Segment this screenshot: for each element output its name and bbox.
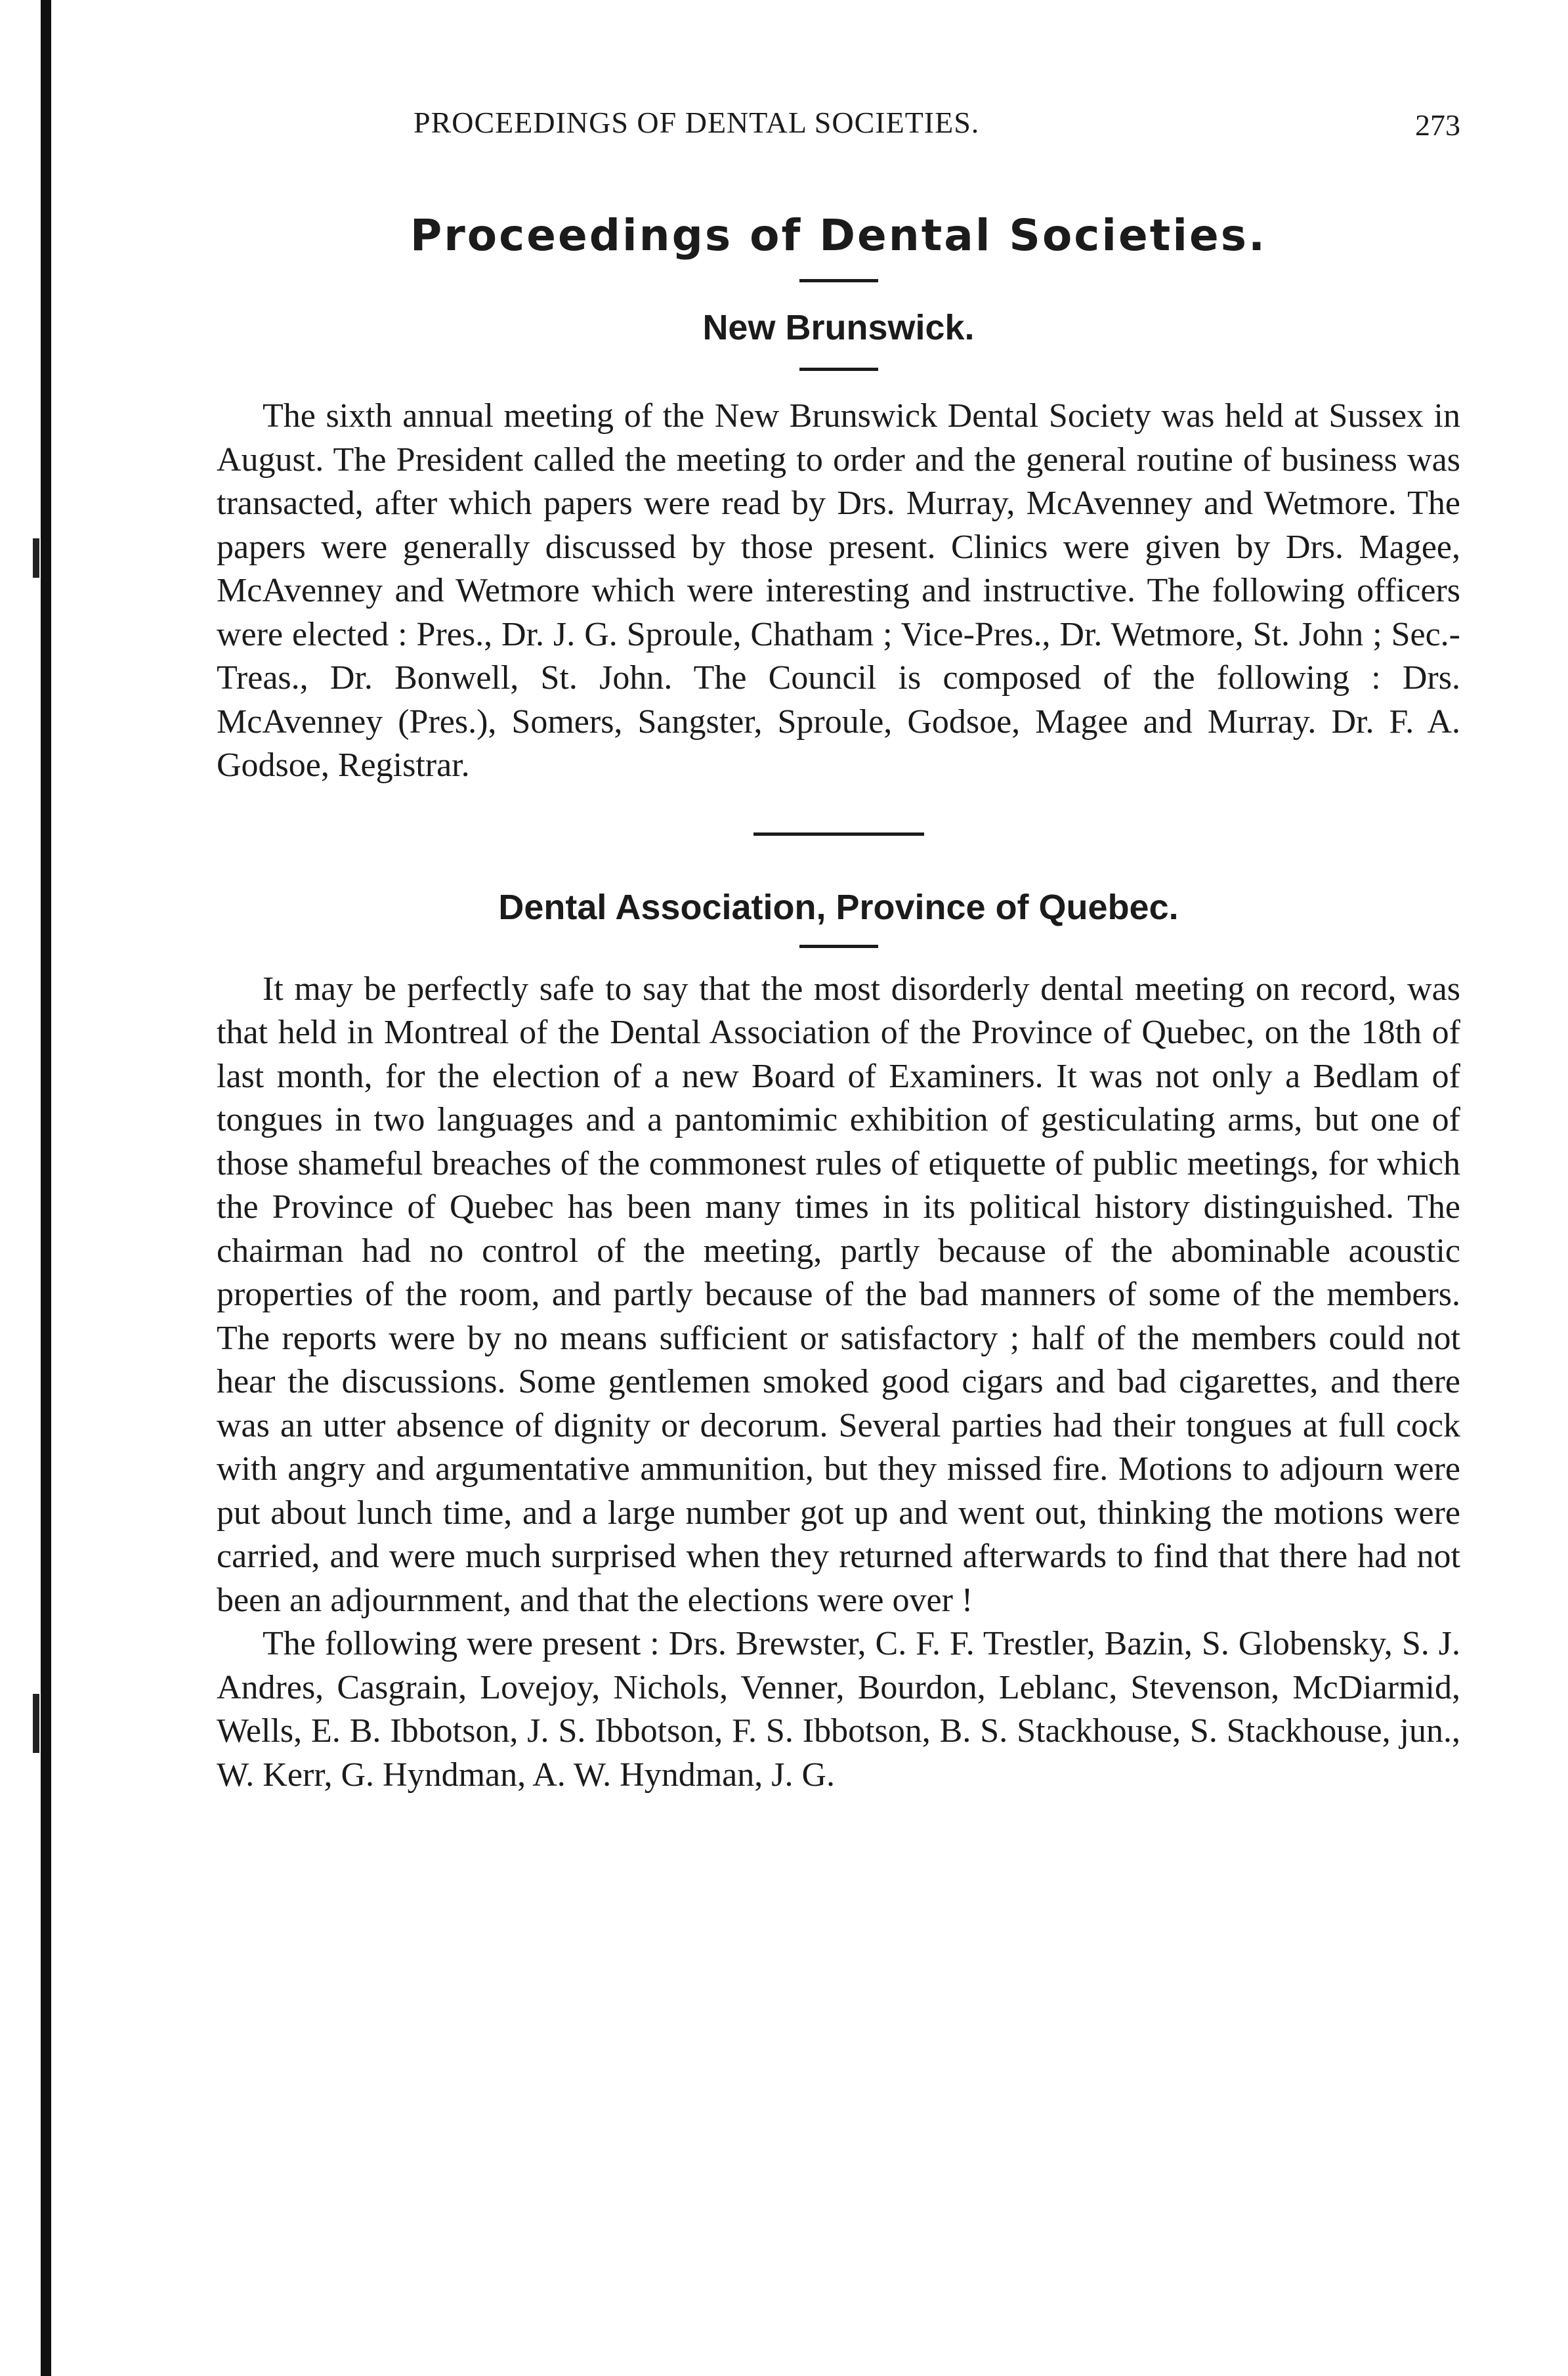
binding-mark (33, 538, 39, 578)
section-title-new-brunswick: New Brunswick. (702, 308, 975, 347)
binding-edge (41, 0, 51, 2376)
page-number: 273 (1415, 108, 1460, 142)
title-rule (799, 279, 878, 282)
paragraph-quebec-meeting: It may be perfectly safe to say that the most disorderly dental meeting on record, was that held in Montreal of the Dental Association of the Province of Quebec, on the 18th of last month, for the election of a new Board of Examiners. It was not only a Bedlam of tongues in two languages and a pantomimic exhibition of gesticulating arms, but one of those shameful breaches of the commonest rules of etiquette of public meetings, for which the Province of Quebec has been many times in its political history distinguished. The chairman had no control of the meeting, partly because of the abominable acoustic properties of the room, and partly because of the bad manners of some of the members. The reports were by no means sufficient or satisfactory ; half of the members could not hear the discussions. Some gentlemen smoked good cigars and bad cigarettes, and there was an utter absence of dignity or decorum. Several parties had their tongues at full cock with angry and argumentative ammunition, but they missed fire. Motions to adjourn were put about lunch time, and a large number got up and went out, thinking the motions were carried, and were much surprised when they returned afterwards to find that there had not been an adjournment, and that the elections were over ! (217, 970, 1460, 1619)
binding-mark (33, 1694, 39, 1753)
paragraph-new-brunswick: The sixth annual meeting of the New Brunswick Dental Society was held at Sussex in August. The President called the meeting to order and the general routine of business was transacted, after which papers were read by Drs. Murray, McAvenney and Wetmore. The papers were generally discussed by those present. Clinics were given by Drs. Magee, McAvenney and Wetmore which were interesting and instructive. The following officers were elected : Pres., Dr. J. G. Sproule, Chatham ; Vice-Pres., Dr. Wetmore, St. John ; Sec.-Treas., Dr. Bonwell, St. John. The Council is composed of the following : Drs. McAvenney (Pres.), Somers, Sangster, Sproule, Godsoe, Magee and Murray. Dr. F. A. Godsoe, Registrar. (217, 397, 1460, 784)
running-title: PROCEEDINGS OF DENTAL SOCIETIES. (413, 106, 980, 139)
section-divider (753, 832, 924, 836)
paragraph-quebec-attendees: The following were present : Drs. Brewster, C. F. F. Trestler, Bazin, S. Globensky, S. J. Andres, Casgrain, Lovejoy, Nichols, Venner, Bourdon, Leblanc, Stevenson, McDiarmid, Wells, E. B. Ibbotson, J. S. Ibbotson, F. S. Ibbotson, B. S. Stackhouse, S. Stackhouse, jun., W. Kerr, G. Hyndman, A. W. Hyndman, J. G. (217, 1625, 1460, 1794)
section-title-quebec: Dental Association, Province of Quebec. (498, 887, 1179, 927)
section-rule (799, 945, 878, 948)
section-rule (799, 368, 878, 371)
running-header (217, 98, 1460, 158)
page-title: Proceedings of Dental Societies. (410, 210, 1267, 261)
document-page (217, 98, 1460, 1797)
